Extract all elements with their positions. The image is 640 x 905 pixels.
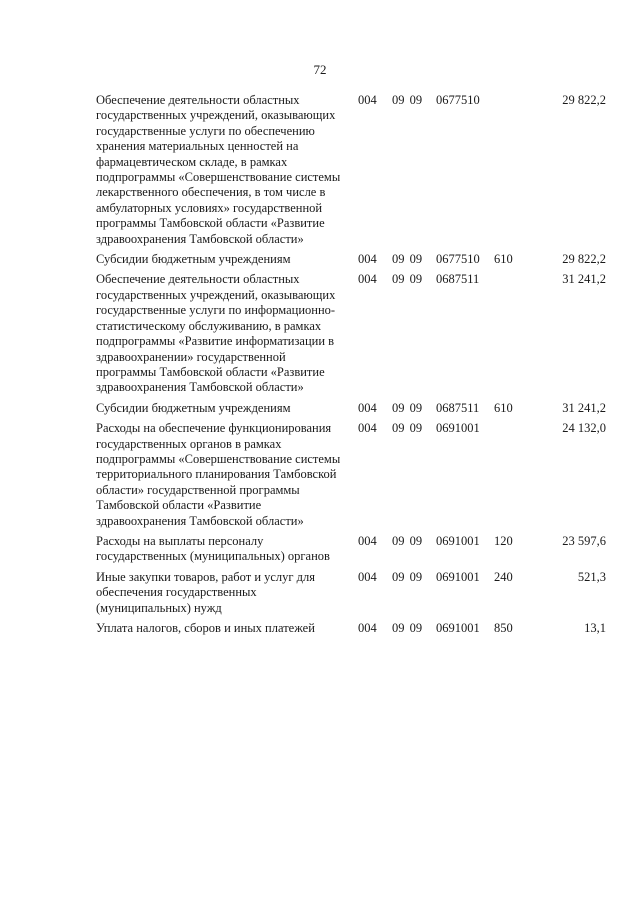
amount: 31 241,2 xyxy=(562,272,606,287)
amount: 31 241,2 xyxy=(562,400,606,415)
table-row xyxy=(96,93,606,247)
article-code: 0687511 xyxy=(436,400,480,415)
article-code: 0687511 xyxy=(436,272,480,287)
admin-code: 004 xyxy=(358,621,377,635)
section-code: 09 09 xyxy=(392,93,423,107)
section-code: 09 09 xyxy=(392,400,423,415)
expense-name: Обеспечение деятельности областных государственных учреждений, оказывающих государственные услуги по информационно-статистическому обслуживанию, в рамках подпрограммы «Развитие информатизации в здравоохранении» государственной программы Тамбовской области «Развитие здравоохранения Тамбовской области» xyxy=(96,272,336,395)
expense-type-code: 120 xyxy=(494,533,513,548)
admin-code: 004 xyxy=(358,421,377,436)
expense-name: Расходы на выплаты персоналу государственных (муниципальных) органов xyxy=(96,533,330,564)
table-row xyxy=(96,272,606,395)
expense-name: Иные закупки товаров, работ и услуг для обеспечения государственных (муниципальных) нужд xyxy=(96,569,316,615)
section-code: 09 09 xyxy=(392,421,423,436)
admin-code: 004 xyxy=(358,93,377,107)
article-code: 0691001 xyxy=(436,533,480,548)
expense-name: Обеспечение деятельности областных государственных учреждений, оказывающих государственные услуги по обеспечению хранения материальных ценностей на фармацевтическом складе, в рамках подпрограммы «Совершенствование системы лекарственного обеспечения, в том числе в амбулаторных условиях» государственной программы Тамбовской области «Развитие здравоохранения Тамбовской области» xyxy=(96,93,341,246)
amount: 29 822,2 xyxy=(562,252,606,267)
table-row xyxy=(96,534,606,565)
article-code: 0691001 xyxy=(436,421,480,436)
expense-name: Субсидии бюджетным учреждениям xyxy=(96,252,291,267)
table-row xyxy=(96,421,606,529)
amount: 13,1 xyxy=(584,621,606,635)
article-code: 0677510 xyxy=(436,93,480,107)
amount: 521,3 xyxy=(577,569,606,584)
budget-table xyxy=(96,93,606,641)
expense-type-code: 850 xyxy=(494,621,513,635)
section-code: 09 09 xyxy=(392,569,423,584)
page-number: 72 xyxy=(313,62,327,77)
amount: 23 597,6 xyxy=(562,533,606,548)
section-code: 09 09 xyxy=(392,621,423,635)
amount: 24 132,0 xyxy=(562,421,606,436)
table-row xyxy=(96,252,606,267)
table-row xyxy=(96,401,606,416)
section-code: 09 09 xyxy=(392,533,423,548)
article-code: 0691001 xyxy=(436,621,480,635)
expense-type-code: 610 xyxy=(494,400,513,415)
table-row xyxy=(96,621,606,636)
expense-type-code: 610 xyxy=(494,252,513,267)
admin-code: 004 xyxy=(358,400,377,415)
admin-code: 004 xyxy=(358,533,377,548)
table-row xyxy=(96,570,606,616)
article-code: 0677510 xyxy=(436,252,480,267)
amount: 29 822,2 xyxy=(562,93,606,107)
section-code: 09 09 xyxy=(392,252,423,267)
expense-type-code: 240 xyxy=(494,569,513,584)
admin-code: 004 xyxy=(358,272,377,287)
section-code: 09 09 xyxy=(392,272,423,287)
article-code: 0691001 xyxy=(436,569,480,584)
expense-name: Уплата налогов, сборов и иных платежей xyxy=(96,621,315,635)
expense-name: Субсидии бюджетным учреждениям xyxy=(96,400,291,415)
admin-code: 004 xyxy=(358,569,377,584)
admin-code: 004 xyxy=(358,252,377,267)
expense-name: Расходы на обеспечение функционирования государственных органов в рамках подпрограммы «Совершенствование системы территориального планирования Тамбовской области» государственной программы Тамбовской области «Развитие здравоохранения Тамбовской области» xyxy=(96,421,341,528)
